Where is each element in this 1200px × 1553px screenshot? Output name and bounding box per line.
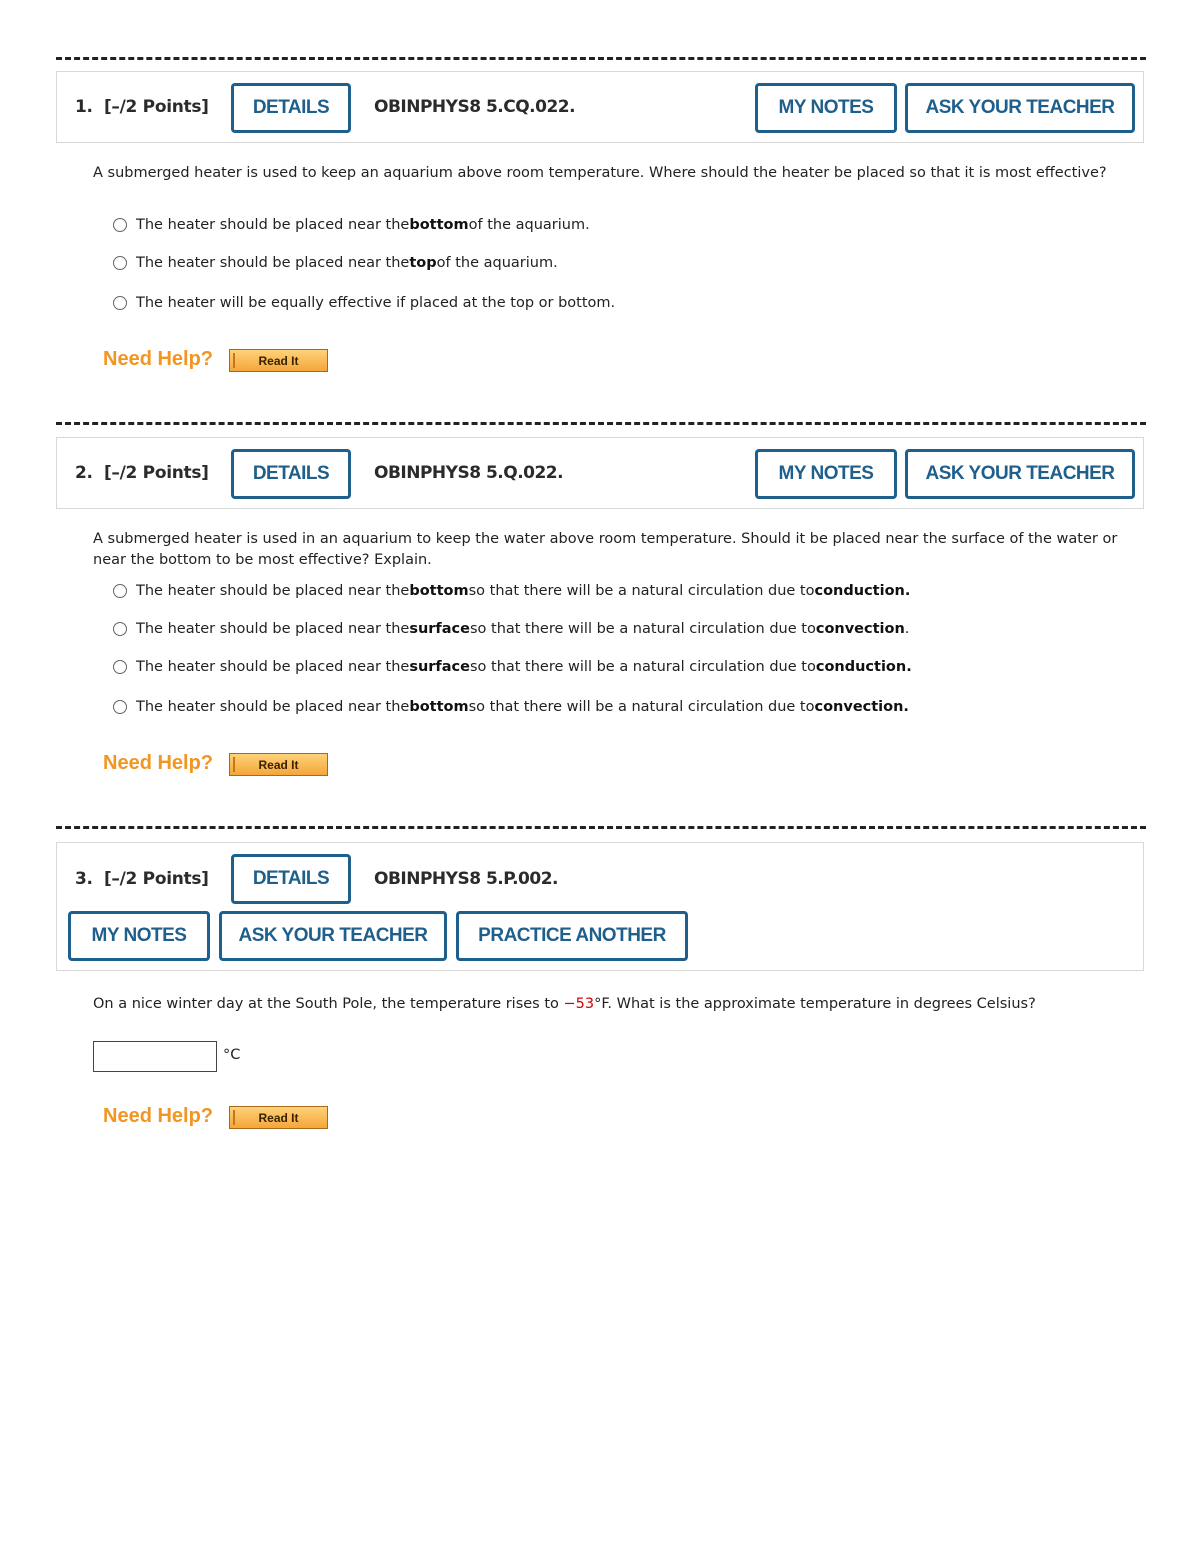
radio-button[interactable]: [113, 296, 127, 310]
question-separator: [56, 57, 1146, 60]
question-text: A submerged heater is used to keep an aquarium above room temperature. Where should the heater be placed so that it is most effective?: [93, 165, 1107, 181]
question-code: OBINPHYS8 5.Q.022.: [374, 463, 564, 483]
question-number: 1. [–/2 Points]: [75, 97, 209, 117]
read-it-button[interactable]: Read It: [229, 1106, 328, 1129]
details-button[interactable]: DETAILS: [231, 854, 351, 904]
question-code: OBINPHYS8 5.P.002.: [374, 869, 558, 889]
radio-button[interactable]: [113, 584, 127, 598]
answer-choice[interactable]: The heater should be placed near the bottom so that there will be a natural circulation due to conduction.: [113, 581, 910, 601]
my-notes-button[interactable]: MY NOTES: [68, 911, 210, 961]
read-it-button[interactable]: Read It: [229, 349, 328, 372]
answer-choice[interactable]: The heater should be placed near the bottom so that there will be a natural circulation due to convection.: [113, 697, 909, 717]
details-button[interactable]: DETAILS: [231, 83, 351, 133]
read-it-button[interactable]: Read It: [229, 753, 328, 776]
question-header: [56, 71, 1144, 143]
need-help-label: Need Help?: [103, 348, 214, 370]
ask-your-teacher-button[interactable]: ASK YOUR TEACHER: [905, 83, 1135, 133]
question-header: [56, 842, 1144, 971]
question-code: OBINPHYS8 5.CQ.022.: [374, 97, 576, 117]
answer-choice[interactable]: The heater should be placed near the surface so that there will be a natural circulation due to conduction.: [113, 657, 912, 677]
question-text: A submerged heater is used in an aquarium to keep the water above room temperature. Should it be placed near the surface of the water or near the bottom to be most effective? Explain.: [93, 531, 1118, 568]
radio-button[interactable]: [113, 622, 127, 636]
radio-button[interactable]: [113, 218, 127, 232]
details-button[interactable]: DETAILS: [231, 449, 351, 499]
answer-choice[interactable]: The heater should be placed near the top of the aquarium.: [113, 253, 558, 273]
question-separator: [56, 422, 1146, 425]
ask-your-teacher-button[interactable]: ASK YOUR TEACHER: [219, 911, 447, 961]
radio-button[interactable]: [113, 660, 127, 674]
ask-your-teacher-button[interactable]: ASK YOUR TEACHER: [905, 449, 1135, 499]
radio-button[interactable]: [113, 700, 127, 714]
answer-input[interactable]: [93, 1041, 217, 1072]
my-notes-button[interactable]: MY NOTES: [755, 449, 897, 499]
question-header: [56, 437, 1144, 509]
answer-choice[interactable]: The heater should be placed near the surface so that there will be a natural circulation due to convection .: [113, 619, 909, 639]
need-help-label: Need Help?: [103, 1105, 214, 1127]
answer-choice[interactable]: The heater should be placed near the bottom of the aquarium.: [113, 215, 590, 235]
question-number: 3. [–/2 Points]: [75, 869, 209, 889]
temperature-value: −53: [563, 996, 595, 1012]
question-number: 2. [–/2 Points]: [75, 463, 209, 483]
unit-label: °C: [223, 1047, 241, 1063]
my-notes-button[interactable]: MY NOTES: [755, 83, 897, 133]
question-text: On a nice winter day at the South Pole, the temperature rises to −53°F. What is the approximate temperature in degrees Celsius?: [93, 996, 1036, 1012]
radio-button[interactable]: [113, 256, 127, 270]
question-separator: [56, 826, 1146, 829]
answer-choice[interactable]: The heater will be equally effective if placed at the top or bottom.: [113, 293, 615, 313]
practice-another-button[interactable]: PRACTICE ANOTHER: [456, 911, 688, 961]
need-help-label: Need Help?: [103, 752, 214, 774]
